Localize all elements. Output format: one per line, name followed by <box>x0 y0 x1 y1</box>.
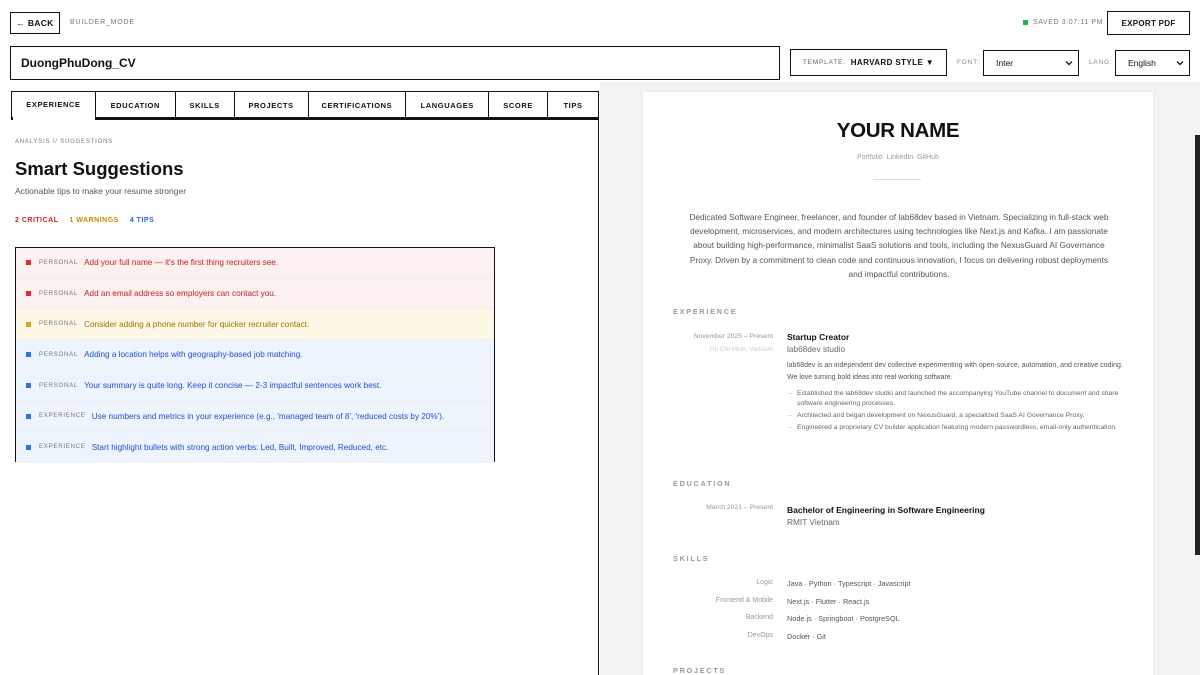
panel-divider <box>598 91 599 675</box>
list-item: – Established the lab68dev studio and launched the accompanying YouTube channel to document and share software engineering processes. <box>787 389 1127 409</box>
experience-description: lab68dev is an independent dev collective experimenting with open-source, automation, and creative coding. We love turning bold ideas into real working software. <box>787 362 1123 381</box>
education-section-title: EDUCATION <box>673 479 732 488</box>
suggestion-text: Add an email address so employers can contact you. <box>84 289 277 299</box>
education-degree: Bachelor of Engineering in Software Engineering <box>787 505 985 515</box>
suggestion-category: EXPERIENCE <box>39 413 86 420</box>
warning-count: 1 WARNINGS <box>69 217 119 224</box>
editor-tabs <box>11 91 599 118</box>
skills-section-title: SKILLS <box>673 554 710 563</box>
skill-category: DevOps <box>747 632 773 639</box>
template-label: TEMPLATE: <box>802 59 846 66</box>
list-item <box>16 401 494 432</box>
tab-experience[interactable]: EXPERIENCE <box>12 92 96 118</box>
top-bar <box>0 0 1200 46</box>
education-school: RMIT Vietnam <box>787 517 840 527</box>
list-item <box>16 248 494 279</box>
suggestion-list <box>15 247 495 462</box>
suggestion-category: PERSONAL <box>39 259 79 266</box>
experience-role: Startup Creator <box>787 332 850 342</box>
section-label: ANALYSIS // SUGGESTIONS <box>15 139 113 145</box>
language-value: English <box>1128 58 1156 68</box>
suggestion-text: Adding a location helps with geography-based job matching. <box>84 350 303 360</box>
tip-count: 4 TIPS <box>129 217 155 224</box>
divider <box>873 179 921 180</box>
portfolio-link[interactable]: Portfolio <box>857 154 883 161</box>
suggestion-text: Add your full name — it's the first thing recruiters see. <box>84 258 279 268</box>
chevron-down-icon <box>1175 58 1185 68</box>
experience-date: November 2025 – Present <box>693 333 773 340</box>
tip-icon <box>26 352 31 357</box>
suggestion-category: PERSONAL <box>39 351 79 358</box>
suggestion-text: Your summary is quite long. Keep it concise — 2-3 impactful sentences work best. <box>84 381 382 391</box>
skill-category: Logic <box>756 579 773 586</box>
skill-category: Frontend & Mobile <box>715 597 773 604</box>
skill-values: Java · Python · Typescript · Javascript <box>787 579 911 588</box>
tip-icon <box>26 445 31 450</box>
list-item <box>16 340 494 371</box>
tip-icon <box>26 383 31 388</box>
template-value: HARVARD STYLE ▼ <box>850 58 935 67</box>
font-value: Inter <box>996 58 1014 68</box>
tab-languages[interactable]: LANGUAGES <box>406 92 489 118</box>
tab-certifications[interactable]: CERTIFICATIONS <box>309 92 407 118</box>
suggestion-category: PERSONAL <box>39 290 79 297</box>
experience-section-title: EXPERIENCE <box>673 307 738 316</box>
back-button[interactable]: ← BACK <box>10 12 60 34</box>
warning-icon <box>26 322 31 327</box>
suggestion-category: EXPERIENCE <box>39 444 86 451</box>
critical-icon <box>26 291 31 296</box>
font-label: FONT: <box>957 59 980 66</box>
cv-sheet <box>643 92 1153 675</box>
suggestion-counts <box>15 217 154 224</box>
list-item <box>16 371 494 402</box>
tab-education[interactable]: EDUCATION <box>96 92 176 118</box>
experience-company: lab68dev studio <box>787 344 846 354</box>
list-item <box>16 309 494 340</box>
suggestion-category: PERSONAL <box>39 321 79 328</box>
tip-icon <box>26 414 31 419</box>
education-date: March 2021 – Present <box>706 504 773 511</box>
save-status <box>1023 19 1103 26</box>
filename-input[interactable]: DuongPhuDong_CV <box>10 46 780 80</box>
suggestion-text: Use numbers and metrics in your experience (e.g., 'managed team of 8', 'reduced costs by 20%'). <box>91 411 445 421</box>
suggestion-text: Start highlight bullets with strong action verbs: Led, Built, Improved, Reduced, etc. <box>91 442 389 452</box>
github-link[interactable]: GitHub <box>917 154 939 161</box>
chevron-down-icon <box>1064 58 1074 68</box>
linkedin-link[interactable]: LinkedIn <box>886 154 914 161</box>
language-select[interactable] <box>1115 50 1190 76</box>
suggestion-category: PERSONAL <box>39 382 79 389</box>
page-title: Smart Suggestions <box>15 158 184 179</box>
saved-time-label: SAVED 3:07:11 PM <box>1033 19 1104 26</box>
list-item: – Architected and began development on NexusGuard, a specialized SaaS AI Governance Proxy. <box>787 411 1127 421</box>
list-item: – Engineered a proprietary CV builder application featuring modern passwordless, email-only authentication. <box>787 423 1127 433</box>
experience-location: Ho Chi Minh, Vietnam <box>709 346 773 353</box>
tab-projects[interactable]: PROJECTS <box>235 92 309 118</box>
tab-tips[interactable]: TIPS <box>548 92 599 118</box>
tab-score[interactable]: SCORE <box>489 92 548 118</box>
critical-icon <box>26 260 31 265</box>
skill-values: Docker · Git <box>787 632 826 641</box>
list-item <box>16 432 494 463</box>
suggestion-text: Consider adding a phone number for quicker recruiter contact. <box>84 319 310 329</box>
lang-label: LANG: <box>1089 59 1113 66</box>
builder-mode-label: BUILDER_MODE <box>70 19 135 26</box>
list-item <box>16 279 494 310</box>
cv-links <box>643 154 1153 161</box>
preview-scrollbar[interactable] <box>1195 135 1200 555</box>
active-tab-marker <box>13 117 95 120</box>
saved-indicator-icon <box>1023 20 1028 25</box>
tabs-underline <box>11 117 599 120</box>
skill-values: Next.js · Flutter · React.js <box>787 597 870 606</box>
template-select-button[interactable] <box>790 49 947 76</box>
critical-count: 2 CRITICAL <box>15 217 59 224</box>
font-select[interactable] <box>983 50 1079 76</box>
skill-values: Node.js · Springboot · PostgreSQL <box>787 614 900 623</box>
tab-skills[interactable]: SKILLS <box>176 92 235 118</box>
cv-summary: Dedicated Software Engineer, freelancer, and founder of lab68dev based in Vietnam. Specializing in full-stack web development, microservices, and modern architectures using technologies like Next.js and Kafka. I am passionate about building high-performance, minimalist SaaS solutions and tools, including the NexusGuard AI Governance Proxy. Driven by a commitment to clean code and continuous innovation, I focus on delivering robust deployments and impactful contributions. <box>689 212 1109 279</box>
experience-bullets <box>787 389 1127 435</box>
projects-section-title: PROJECTS <box>673 666 727 675</box>
export-pdf-button[interactable]: EXPORT PDF <box>1107 11 1190 35</box>
skill-category: Backend <box>745 614 773 621</box>
page-subtitle: Actionable tips to make your resume stronger <box>15 186 187 196</box>
cv-name: YOUR NAME <box>836 119 960 142</box>
